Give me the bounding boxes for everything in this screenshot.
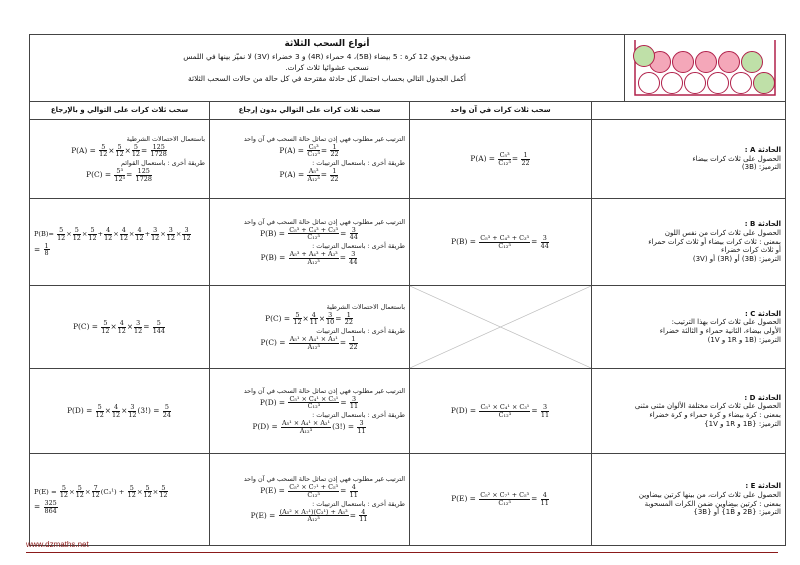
event-d-code: الترميز: {1B و 1R و 1V} xyxy=(704,419,781,428)
row-event-d xyxy=(30,369,786,454)
header-title: أنواع السحب الثلاثة xyxy=(284,39,370,49)
ball-white xyxy=(708,73,729,94)
cell-b-no-replace xyxy=(210,199,410,286)
cell-b-replace xyxy=(30,199,210,286)
cell-a-event xyxy=(592,120,786,199)
ball-white xyxy=(662,73,683,94)
math-c-r: P(C) = $\frac{5}{12}$ × $\frac{4}{12}$ × $\frac{3}{12}$ = $\frac{5}{144}$ xyxy=(73,318,165,335)
event-e-name: الحادثة E : xyxy=(745,482,781,490)
ball-white xyxy=(639,73,660,94)
header-line-1: صندوق يحوي 12 كرة : 5 بيضاء (5B)، 4 حمراء (4R) و 3 خضراء (3V) لا نميّز بينها في اللمس xyxy=(183,52,471,62)
event-b-desc2: بمعنى : ثلاث كرات بيضاء أو ثلاث كرات حمراء xyxy=(648,237,781,246)
cell-c-simultaneous-empty xyxy=(410,286,592,369)
cell-e-replace xyxy=(30,454,210,546)
row-event-a xyxy=(30,120,786,199)
note-other-principle: طريقة أخرى : باستعمال القوائم xyxy=(120,159,205,167)
cell-e-simultaneous xyxy=(410,454,592,546)
event-c-desc2: الأولى بيضاء، الثانية حمراء و الثالثة خضراء xyxy=(659,327,781,335)
cell-e-no-replace xyxy=(210,454,410,546)
math-b-nr1: P(B) = $\frac{\text{C₅³ + C₄³ + C₃³}}{\text{C₁₂³}}$ = $\frac{3}{44}$ xyxy=(260,225,358,242)
cell-d-simultaneous xyxy=(410,369,592,454)
note-arrangements-d: طريقة أخرى : باستعمال الترتيبات : xyxy=(312,411,405,419)
event-d-desc: الحصول على ثلاث كرات مختلفة الألوان مثنى مثنى xyxy=(634,402,781,411)
footer-website[interactable]: www.dzmaths.net xyxy=(26,540,89,549)
ball-white xyxy=(685,73,706,94)
cell-e-event xyxy=(592,454,786,546)
event-c-desc: الحصول على ثلاث كرات بهذا الترتيب: xyxy=(671,318,781,327)
header-line-2: نسحب عشوائيا ثلاث كرات. xyxy=(285,62,369,72)
event-c-code: الترميز: (1B و 1R و 1V) xyxy=(707,335,781,344)
math-e-r2: = $\frac{325}{864}$ xyxy=(34,499,57,515)
math-a-r2: P(C) = $\frac{\text{5³}}{\text{12³}}$ = $\frac{125}{1728}$ xyxy=(86,167,152,183)
row-event-b xyxy=(30,199,786,286)
cell-d-event xyxy=(592,369,786,454)
math-d-simul: P(D) = $\frac{\text{C₅¹ × C₄¹ × C₃¹}}{\text{C₁₂³}}$ = $\frac{3}{11}$ xyxy=(450,402,550,419)
math-e-nr1: P(E) = $\frac{\text{C₅² × C₇¹ + C₅³}}{\text{C₁₂³}}$ = $\frac{4}{11}$ xyxy=(260,483,358,499)
cell-c-event xyxy=(592,286,786,369)
note-order-b: الترتيب غير مطلوب فهي إذن تماثل حالة السحب في آن واحد xyxy=(243,217,405,226)
event-e-code: الترميز: {2B و 1B̄} أو {3B} xyxy=(693,508,781,517)
math-a-nr1: P(A) = $\frac{\text{C₅³}}{\text{C₁₂³}}$ = $\frac{1}{22}$ xyxy=(279,142,339,159)
math-a-simul: P(A) = $\frac{\text{C₅³}}{\text{C₁₂³}}$ = $\frac{1}{22}$ xyxy=(470,150,530,167)
probability-table xyxy=(29,34,786,546)
note-arrangements-e: طريقة أخرى : باستعمال الترتيبات : xyxy=(312,499,405,508)
cell-d-no-replace xyxy=(210,369,410,454)
event-b-desc: الحصول على ثلاث كرات من نفس اللون xyxy=(664,228,781,237)
cell-c-no-replace xyxy=(210,286,410,369)
footer-divider xyxy=(26,552,778,553)
event-a-code: الترميز: (3B) xyxy=(741,163,781,172)
ball-green xyxy=(754,73,775,94)
math-b-simul: P(B) = $\frac{\text{C₅³ + C₄³ + C₃³}}{\text{C₁₂³}}$ = $\frac{3}{44}$ xyxy=(451,233,549,250)
cell-a-no-replace xyxy=(210,120,410,199)
note-arrangements-c: طريقة أخرى : باستعمال الترتيبات xyxy=(316,327,405,335)
ball-white xyxy=(731,73,752,94)
math-e-nr2: P(E) = $\frac{\text{(A₅² × A₇¹)(C₃¹) + A₅³}}{\text{A₁₂³}}$ = $\frac{4}{11}$ xyxy=(250,507,368,524)
note-order-a: الترتيب غير مطلوب فهي إذن تماثل حالة السحب في آن واحد xyxy=(243,134,405,143)
cell-c-replace xyxy=(30,286,210,369)
ball-red xyxy=(673,52,694,73)
math-d-nr2: P(D) = $\frac{\text{A₅¹ × A₄¹ × A₃¹}}{\text{A₁₂³}}$ (3!) = $\frac{3}{11}$ xyxy=(252,419,366,435)
note-arrangements-a: طريقة أخرى : باستعمال الترتيبات : xyxy=(312,159,405,167)
math-a-r1: P(A) = $\frac{5}{12}$ × $\frac{5}{12}$ × $\frac{5}{12}$ = $\frac{125}{1728}$ xyxy=(71,142,167,159)
event-b-code: الترميز: (3B) أو (3R) أو (3V) xyxy=(692,255,781,264)
balls-box-svg xyxy=(630,38,780,98)
event-e-desc: الحصول على ثلاث كرات، من بينها كرتين بيضاوين xyxy=(638,490,781,499)
math-d-r: P(D) = $\frac{5}{12}$ × $\frac{4}{12}$ × $\frac{3}{12}$ (3!) = $\frac{5}{24}$ xyxy=(67,402,171,419)
note-cond-prob: باستعمال الاحتمالات الشرطية xyxy=(126,134,205,143)
event-a-desc: الحصول على ثلاث كرات بيضاء xyxy=(692,154,781,163)
event-d-name: الحادثة D : xyxy=(744,393,781,402)
col-header-no-replace: سحب ثلاث كرات على التوالي بدون إرجاع xyxy=(210,102,410,120)
row-event-e xyxy=(30,454,786,546)
ball-red xyxy=(696,52,717,73)
header-cell xyxy=(30,35,786,102)
math-d-nr1: P(D) = $\frac{\text{C₅¹ × C₄¹ × C₃¹}}{\text{C₁₂³}}$ = $\frac{3}{11}$ xyxy=(259,394,359,411)
header-text xyxy=(30,35,624,101)
cell-a-simultaneous xyxy=(410,120,592,199)
ball-green xyxy=(742,52,763,73)
crossed-out-cell xyxy=(410,286,591,368)
math-a-nr2: P(A) = $\frac{\text{A₅³}}{\text{A₁₂³}}$ = $\frac{1}{22}$ xyxy=(279,167,339,183)
ball-red xyxy=(719,52,740,73)
cell-b-simultaneous xyxy=(410,199,592,286)
row-event-c xyxy=(30,286,786,369)
header-row xyxy=(30,35,786,102)
header-line-3: أكمل الجدول التالي بحساب احتمال كل حادثة مقترحة في كل حالة من حالات السحب الثلاثة xyxy=(188,73,466,83)
event-a-name: الحادثة A : xyxy=(744,145,781,154)
math-b-r-result: = $\frac{1}{8}$ xyxy=(34,241,49,258)
col-header-simultaneous: سحب ثلاث كرات في آن واحد xyxy=(410,102,592,120)
math-b-nr2: P(B) = $\frac{\text{A₅³ + A₄³ + A₃³}}{\text{A₁₂³}}$ = $\frac{3}{44}$ xyxy=(260,250,358,266)
math-c-nr2: P(C) = $\frac{\text{A₅¹ × A₄¹ × A₃¹}}{\text{A₁₂³}}$ = $\frac{1}{22}$ xyxy=(260,335,358,351)
math-e-simul: P(E) = $\frac{\text{C₅² × C₇¹ + C₅³}}{\text{C₁₂³}}$ = $\frac{4}{11}$ xyxy=(451,491,549,507)
event-b-name: الحادثة B : xyxy=(744,220,781,229)
note-arrangements-b: طريقة أخرى : باستعمال الترتيبات : xyxy=(312,242,405,250)
cell-b-event xyxy=(592,199,786,286)
event-b-desc3: أو ثلاث كرات خضراء xyxy=(721,246,781,255)
col-header-replace: سحب ثلاث كرات على التوالي و بالإرجاع xyxy=(30,102,210,120)
balls-box-illustration xyxy=(624,35,785,101)
cell-a-replace xyxy=(30,120,210,199)
cell-d-replace xyxy=(30,369,210,454)
note-cond-prob-c: باستعمال الاحتمالات الشرطية xyxy=(326,302,405,311)
math-b-r: P(B)= $\frac{5}{12}$ × $\frac{5}{12}$ × $\frac{5}{12}$ + $\frac{4}{12}$ × $\frac{4}{12}$ × $\frac{4}{12}$ + $\frac{3}{12}$ × $\frac{3}{12}$ × $\frac{3}{12}$ xyxy=(34,226,191,242)
event-c-name: الحادثة C : xyxy=(745,309,781,318)
event-d-desc2: بمعنى : كرة بيضاء و كرة حمراء و كرة خضراء xyxy=(649,411,781,419)
note-order-e: الترتيب غير مطلوب فهي إذن تماثل حالة السحب في آن واحد xyxy=(243,475,405,484)
math-c-nr1: P(C) = $\frac{5}{12}$ × $\frac{4}{11}$ × $\frac{3}{10}$ = $\frac{1}{22}$ xyxy=(265,310,353,327)
column-header-row xyxy=(30,102,786,120)
math-e-r1: P(E) = $\frac{5}{12}$ × $\frac{5}{12}$ × $\frac{7}{12}$ (C₃¹) + $\frac{5}{12}$ × $\frac{5}{12}$ × $\frac{5}{12}$ xyxy=(34,483,168,500)
col-header-event xyxy=(592,102,786,120)
ball-green xyxy=(634,46,655,67)
note-order-d: الترتيب غير مطلوب فهي إذن تماثل حالة السحب في آن واحد xyxy=(243,386,405,395)
event-e-desc2: بمعنى : كرتين بيضاوين ضمن الكرات المسحوبة xyxy=(644,499,781,508)
